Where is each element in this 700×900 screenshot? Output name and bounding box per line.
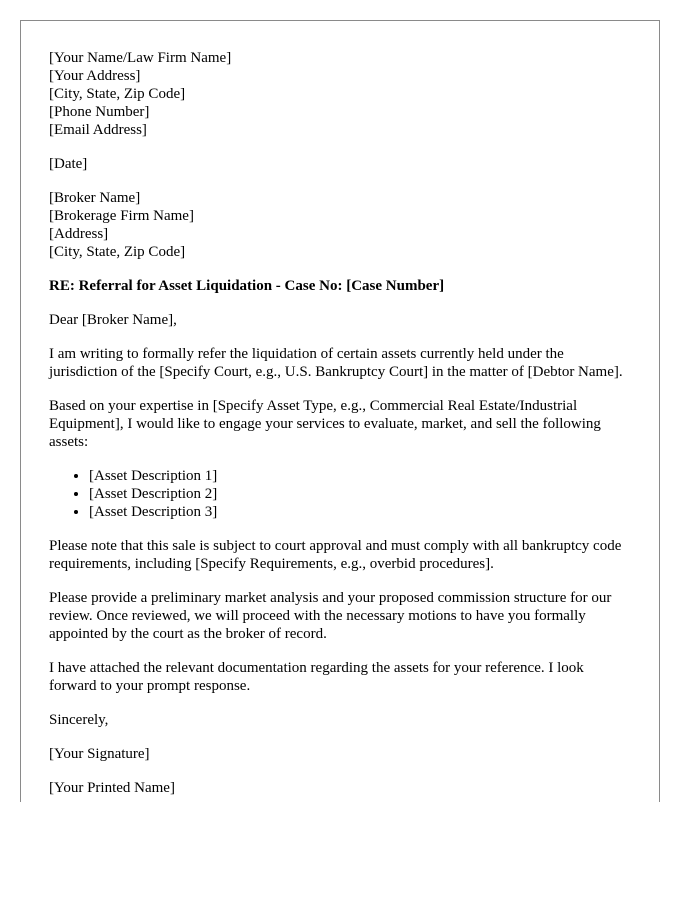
asset-list [49, 467, 633, 521]
recipient-block [49, 189, 633, 261]
sender-email: [Email Address] [49, 122, 147, 138]
signature-line: [Your Signature] [49, 746, 150, 762]
sender-phone: [Phone Number] [49, 104, 150, 120]
date-line: [Date] [49, 156, 88, 172]
closing: Sincerely, [49, 712, 109, 728]
paragraph-engagement: Based on your expertise in [Specify Asset Type, e.g., Commercial Real Estate/Industrial Equipment], I would like to engage your services to evaluate, market, and sell the following assets: [49, 398, 601, 450]
recipient-city-state-zip: [City, State, Zip Code] [49, 244, 186, 260]
sender-address: [Your Address] [49, 68, 141, 84]
paragraph-intro: I am writing to formally refer the liquidation of certain assets currently held under the jurisdiction of the [Specify Court, e.g., U.S. Bankruptcy Court] in the matter of [Debtor Name]. [49, 346, 623, 380]
letter-content [49, 49, 633, 802]
list-item: • [Asset Description 2] [89, 485, 633, 503]
paragraph-court-approval: Please note that this sale is subject to court approval and must comply with all bankruptcy code requirements, including [Specify Requirements, e.g., overbid procedures]. [49, 538, 622, 572]
recipient-firm: [Brokerage Firm Name] [49, 208, 194, 224]
sender-block [49, 49, 633, 139]
recipient-address: [Address] [49, 226, 109, 242]
printed-name-line: [Your Printed Name] [49, 780, 175, 796]
paragraph-market-analysis: Please provide a preliminary market analysis and your proposed commission structure for our review. Once reviewed, we will proceed with the necessary motions to have you formally appointed by the court as the broker of record. [49, 590, 612, 642]
list-item: • [Asset Description 1] [89, 467, 633, 485]
paragraph-attachments: I have attached the relevant documentation regarding the assets for your reference. I look forward to your prompt response. [49, 660, 584, 694]
salutation: Dear [Broker Name], [49, 312, 177, 328]
subject-line: RE: Referral for Asset Liquidation - Case No: [Case Number] [49, 278, 445, 294]
letter-page [20, 20, 660, 802]
sender-city-state-zip: [City, State, Zip Code] [49, 86, 186, 102]
recipient-name: [Broker Name] [49, 190, 141, 206]
list-item: • [Asset Description 3] [89, 503, 633, 521]
sender-name: [Your Name/Law Firm Name] [49, 50, 232, 66]
